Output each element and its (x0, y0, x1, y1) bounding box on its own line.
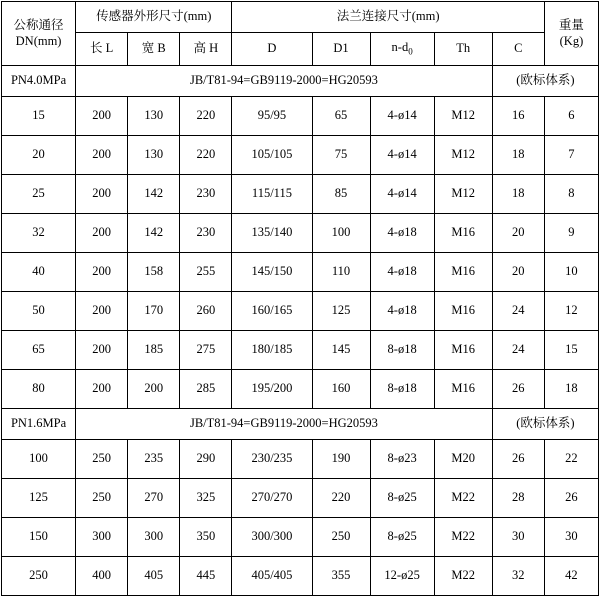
table-row (2, 518, 599, 557)
cell-length: 200 (76, 136, 128, 175)
table-row (2, 136, 599, 175)
cell-c: 24 (492, 292, 544, 331)
subheader-n-d0-subscript: 0 (408, 46, 413, 57)
cell-length: 200 (76, 292, 128, 331)
cell-weight: 8 (544, 175, 598, 214)
cell-d1: 65 (312, 97, 370, 136)
cell-c: 30 (492, 518, 544, 557)
cell-width: 130 (128, 136, 180, 175)
cell-length: 200 (76, 370, 128, 409)
cell-th: M16 (434, 331, 492, 370)
table-row (2, 331, 599, 370)
cell-weight: 15 (544, 331, 598, 370)
cell-width: 130 (128, 97, 180, 136)
cell-th: M16 (434, 253, 492, 292)
cell-dn: 150 (2, 518, 76, 557)
cell-d: 270/270 (232, 479, 312, 518)
cell-height: 325 (180, 479, 232, 518)
cell-d: 115/115 (232, 175, 312, 214)
cell-n-d0: 8-ø18 (370, 331, 434, 370)
cell-height: 290 (180, 440, 232, 479)
cell-d1: 75 (312, 136, 370, 175)
cell-d: 135/140 (232, 214, 312, 253)
cell-length: 250 (76, 479, 128, 518)
cell-height: 350 (180, 518, 232, 557)
header-weight-line1: 重量 (558, 17, 584, 32)
cell-c: 26 (492, 440, 544, 479)
cell-th: M16 (434, 292, 492, 331)
section-header-row (2, 66, 599, 97)
cell-n-d0: 4-ø14 (370, 136, 434, 175)
subheader-d: D (232, 33, 312, 66)
cell-width: 142 (128, 214, 180, 253)
cell-weight: 18 (544, 370, 598, 409)
table-row (2, 370, 599, 409)
cell-n-d0: 4-ø18 (370, 253, 434, 292)
subheader-n-d0-main: n-d (391, 40, 409, 55)
header-dn (2, 2, 76, 66)
cell-weight: 7 (544, 136, 598, 175)
cell-width: 170 (128, 292, 180, 331)
subheader-c: C (492, 33, 544, 66)
cell-n-d0: 4-ø18 (370, 292, 434, 331)
cell-width: 235 (128, 440, 180, 479)
cell-weight: 12 (544, 292, 598, 331)
cell-width: 158 (128, 253, 180, 292)
cell-dn: 15 (2, 97, 76, 136)
cell-th: M12 (434, 175, 492, 214)
cell-weight: 6 (544, 97, 598, 136)
cell-d: 405/405 (232, 557, 312, 596)
cell-c: 24 (492, 331, 544, 370)
cell-d: 145/150 (232, 253, 312, 292)
cell-height: 230 (180, 175, 232, 214)
subheader-th: Th (434, 33, 492, 66)
cell-th: M12 (434, 97, 492, 136)
header-sensor-dimensions: 传感器外形尺寸(mm) (76, 2, 232, 33)
cell-length: 400 (76, 557, 128, 596)
cell-n-d0: 4-ø14 (370, 97, 434, 136)
table-row (2, 440, 599, 479)
cell-d1: 160 (312, 370, 370, 409)
cell-n-d0: 8-ø18 (370, 370, 434, 409)
cell-weight: 22 (544, 440, 598, 479)
cell-d1: 250 (312, 518, 370, 557)
subheader-height: 高 H (180, 33, 232, 66)
subheader-n-d0 (370, 33, 434, 66)
cell-height: 285 (180, 370, 232, 409)
cell-height: 230 (180, 214, 232, 253)
cell-d1: 85 (312, 175, 370, 214)
section-header-row (2, 409, 599, 440)
cell-width: 405 (128, 557, 180, 596)
cell-d: 230/235 (232, 440, 312, 479)
cell-d: 180/185 (232, 331, 312, 370)
cell-height: 445 (180, 557, 232, 596)
section-pressure: PN4.0MPa (2, 66, 76, 97)
cell-th: M22 (434, 518, 492, 557)
header-dn-line1: 公称通径 (13, 17, 64, 32)
cell-th: M22 (434, 479, 492, 518)
cell-dn: 125 (2, 479, 76, 518)
cell-c: 28 (492, 479, 544, 518)
cell-d1: 220 (312, 479, 370, 518)
cell-d1: 100 (312, 214, 370, 253)
cell-length: 200 (76, 175, 128, 214)
cell-width: 270 (128, 479, 180, 518)
table-row (2, 253, 599, 292)
cell-weight: 10 (544, 253, 598, 292)
cell-height: 255 (180, 253, 232, 292)
cell-d: 195/200 (232, 370, 312, 409)
cell-c: 32 (492, 557, 544, 596)
cell-width: 200 (128, 370, 180, 409)
table-subheader-row (2, 33, 599, 66)
cell-weight: 26 (544, 479, 598, 518)
cell-th: M22 (434, 557, 492, 596)
cell-c: 16 (492, 97, 544, 136)
cell-c: 20 (492, 214, 544, 253)
cell-n-d0: 8-ø25 (370, 518, 434, 557)
cell-n-d0: 4-ø14 (370, 175, 434, 214)
cell-width: 142 (128, 175, 180, 214)
cell-length: 200 (76, 214, 128, 253)
cell-weight: 30 (544, 518, 598, 557)
table-row (2, 97, 599, 136)
header-weight-line2: (Kg) (559, 33, 584, 48)
cell-length: 200 (76, 253, 128, 292)
cell-dn: 80 (2, 370, 76, 409)
cell-th: M16 (434, 214, 492, 253)
table-body (2, 66, 599, 596)
header-dn-line2: DN(mm) (15, 33, 62, 48)
table-row (2, 292, 599, 331)
table-row (2, 214, 599, 253)
cell-c: 18 (492, 136, 544, 175)
section-pressure: PN1.6MPa (2, 409, 76, 440)
table-header-group-row (2, 2, 599, 33)
table-row (2, 479, 599, 518)
cell-d1: 190 (312, 440, 370, 479)
cell-dn: 100 (2, 440, 76, 479)
cell-dn: 25 (2, 175, 76, 214)
subheader-width: 宽 B (128, 33, 180, 66)
section-standard: JB/T81-94=GB9119-2000=HG20593 (76, 66, 493, 97)
table-row (2, 175, 599, 214)
cell-n-d0: 8-ø23 (370, 440, 434, 479)
cell-height: 275 (180, 331, 232, 370)
cell-weight: 9 (544, 214, 598, 253)
cell-c: 20 (492, 253, 544, 292)
cell-th: M20 (434, 440, 492, 479)
cell-length: 250 (76, 440, 128, 479)
specification-table (1, 1, 599, 596)
cell-th: M12 (434, 136, 492, 175)
section-note: (欧标体系) (492, 66, 598, 97)
header-weight (544, 2, 598, 66)
header-flange-dimensions: 法兰连接尺寸(mm) (232, 2, 544, 33)
cell-d: 95/95 (232, 97, 312, 136)
subheader-length: 长 L (76, 33, 128, 66)
cell-c: 26 (492, 370, 544, 409)
cell-d: 105/105 (232, 136, 312, 175)
cell-c: 18 (492, 175, 544, 214)
cell-height: 260 (180, 292, 232, 331)
subheader-d1: D1 (312, 33, 370, 66)
cell-th: M16 (434, 370, 492, 409)
cell-dn: 65 (2, 331, 76, 370)
cell-d1: 110 (312, 253, 370, 292)
section-standard: JB/T81-94=GB9119-2000=HG20593 (76, 409, 493, 440)
cell-d1: 125 (312, 292, 370, 331)
cell-height: 220 (180, 136, 232, 175)
cell-n-d0: 8-ø25 (370, 479, 434, 518)
cell-dn: 50 (2, 292, 76, 331)
cell-dn: 20 (2, 136, 76, 175)
cell-dn: 250 (2, 557, 76, 596)
cell-d1: 145 (312, 331, 370, 370)
cell-length: 200 (76, 97, 128, 136)
cell-n-d0: 4-ø18 (370, 214, 434, 253)
section-note: (欧标体系) (492, 409, 598, 440)
cell-width: 185 (128, 331, 180, 370)
cell-d1: 355 (312, 557, 370, 596)
cell-d: 160/165 (232, 292, 312, 331)
cell-length: 300 (76, 518, 128, 557)
cell-height: 220 (180, 97, 232, 136)
cell-dn: 32 (2, 214, 76, 253)
cell-dn: 40 (2, 253, 76, 292)
cell-d: 300/300 (232, 518, 312, 557)
cell-width: 300 (128, 518, 180, 557)
cell-weight: 42 (544, 557, 598, 596)
cell-n-d0: 12-ø25 (370, 557, 434, 596)
cell-length: 200 (76, 331, 128, 370)
